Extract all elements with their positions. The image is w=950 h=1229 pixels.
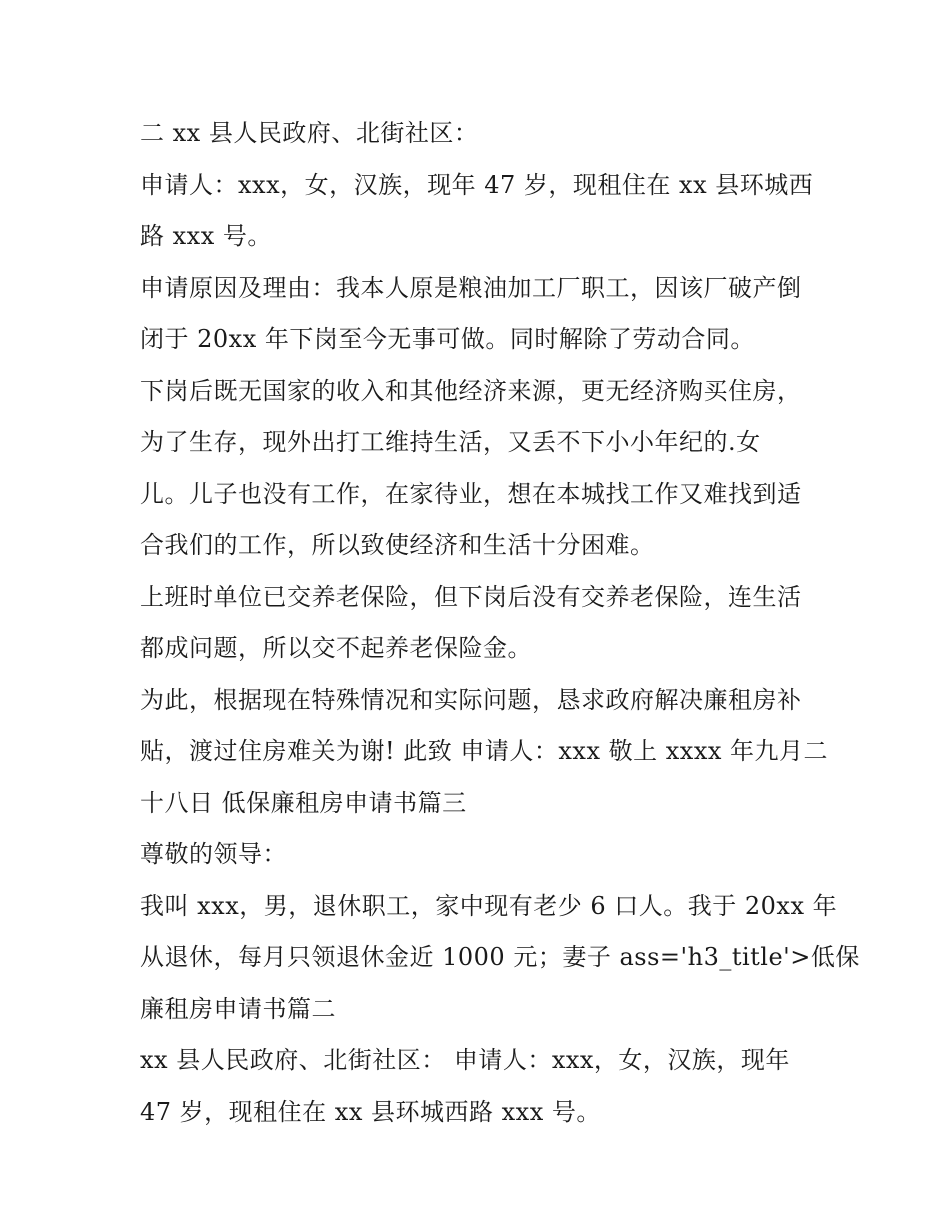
text-line: 下岗后既无国家的收入和其他经济来源，更无经济购买住房， — [140, 376, 802, 405]
text-line: 贴，渡过住房难关为谢! 此致 申请人：xxx 敬上 xxxx 年九月二 — [140, 737, 829, 765]
text-line: xx 县人民政府、北街社区： 申请人：xxx，女，汉族，现年 — [140, 1046, 790, 1074]
text-line: 上班时单位已交养老保险，但下岗后没有交养老保险，连生活 — [140, 582, 802, 611]
text-line: 儿。儿子也没有工作，在家待业，想在本城找工作又难找到适 — [140, 479, 802, 508]
text-line: 十八日 低保廉租房申请书篇三 — [140, 788, 467, 817]
text-line: 我叫 xxx，男，退休职工，家中现有老少 6 口人。我于 20xx 年 — [140, 891, 838, 920]
text-line: 为了生存，现外出打工维持生活，又丢不下小小年纪的.女 — [140, 428, 761, 456]
document-body — [140, 108, 860, 1138]
text-line: 二 xx 县人民政府、北街社区： — [140, 119, 479, 147]
text-line: 廉租房申请书篇二 — [140, 994, 336, 1023]
text-line: 从退休，每月只领退休金近 1000 元；妻子 ass='h3_title'>低保 — [140, 943, 860, 971]
text-line: 合我们的工作，所以致使经济和生活十分困难。 — [140, 531, 655, 559]
text-line: 闭于 20xx 年下岗至今无事可做。同时解除了劳动合同。 — [140, 325, 755, 353]
text-line: 申请人：xxx，女，汉族，现年 47 岁，现租住在 xx 县环城西 — [140, 170, 814, 199]
text-line: 尊敬的领导： — [140, 840, 287, 868]
text-line: 申请原因及理由：我本人原是粮油加工厂职工，因该厂破产倒 — [140, 273, 802, 302]
text-line: 都成问题，所以交不起养老保险金。 — [140, 634, 532, 662]
text-line: 47 岁，现租住在 xx 县环城西路 xxx 号。 — [140, 1097, 601, 1126]
text-line: 为此，根据现在特殊情况和实际问题，恳求政府解决廉租房补 — [140, 685, 802, 714]
text-line: 路 xxx 号。 — [140, 222, 272, 250]
